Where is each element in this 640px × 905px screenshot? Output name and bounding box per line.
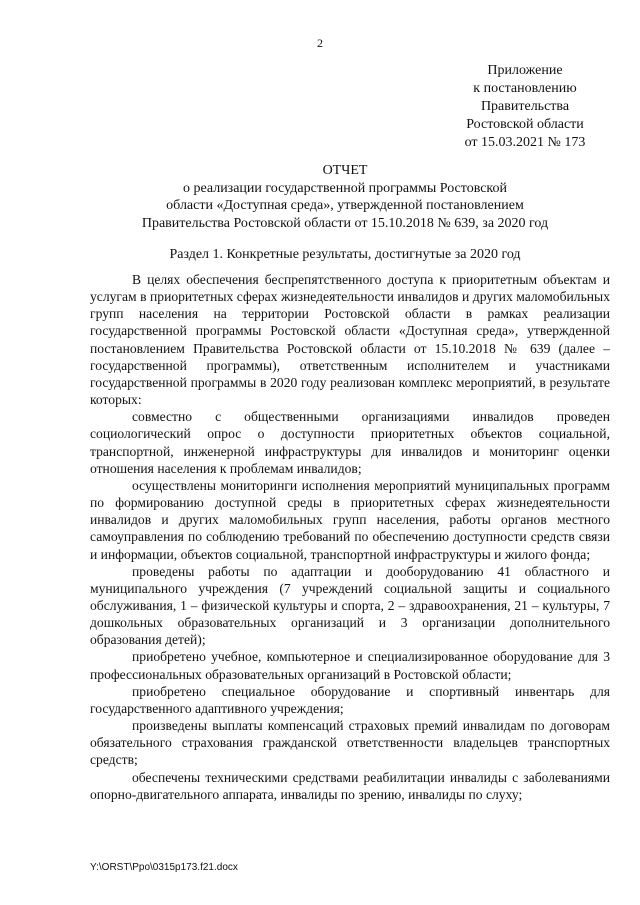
page-number: 2 bbox=[317, 36, 323, 50]
section-heading: Раздел 1. Конкретные результаты, достигнутые за 2020 год bbox=[169, 247, 521, 262]
paragraph: произведены выплаты компенсаций страховых премий инвалидам по договорам обязательного страхования гражданской ответственности владельцев транспортных средств; bbox=[90, 718, 610, 768]
paragraph: осуществлены мониторинги исполнения мероприятий муниципальных программ по формированию доступной среды в приоритетных сферах жизнедеятельности инвалидов и других маломобильных групп населения, работы органов местного самоуправления по соблюдению требований по обеспечению доступности средств связи и информации, объектов социальной, транспортной инфраструктуры и жилого фонда; bbox=[90, 477, 610, 562]
appendix-block bbox=[440, 62, 610, 152]
paragraph: проведены работы по адаптации и дооборудованию 41 областного и муниципального учреждения (7 учреждений социальной защиты и социального обслуживания, 1 – физической культуры и спорта, 2 – здравоохранения, 21 – культуры, 7 дошкольных образовательных организаций и 3 организации дополнительного образования детей); bbox=[90, 563, 610, 648]
paragraph: В целях обеспечения беспрепятственного доступа к приоритетным объектам и услугам в приоритетных сферах жизнедеятельности инвалидов и других маломобильных групп населения на территории Ростовской области в рамках реализации государственной программы Ростовской области «Доступная среда», утвержденной постановлением Правительства Ростовской области от 15.10.2018 № 639 (далее – государственной программы), ответственным исполнителем и участниками государственной программы в 2020 году реализован комплекс мероприятий, в результате которых: bbox=[90, 272, 610, 408]
report-subtitle-line: о реализации государственной программы Ростовской bbox=[182, 180, 508, 196]
report-title-block bbox=[90, 162, 600, 232]
report-subtitle-line: области «Доступная среда», утвержденной постановлением bbox=[166, 198, 524, 213]
body-text bbox=[90, 271, 610, 803]
file-path-footer: Y:\ORST\Ppo\0315p173.f21.docx bbox=[90, 862, 238, 873]
paragraph: приобретено учебное, компьютерное и специализированное оборудование для 3 профессиональных образовательных организаций в Ростовской области; bbox=[90, 649, 610, 682]
paragraph: приобретено специальное оборудование и спортивный инвентарь для государственного адаптивного учреждения; bbox=[90, 683, 610, 716]
appendix-line: Ростовской области bbox=[466, 117, 584, 132]
report-subtitle-line: Правительства Ростовской области от 15.10.2018 № 639, за 2020 год bbox=[141, 215, 549, 231]
appendix-line: Правительства bbox=[480, 99, 570, 114]
appendix-line: Приложение bbox=[487, 63, 563, 78]
report-title: ОТЧЕТ bbox=[322, 163, 368, 178]
paragraph: совместно с общественными организациями инвалидов проведен социологический опрос о доступности приоритетных объектов социальной, транспортной, инженерной инфраструктуры для инвалидов и мониторинг оценки отношения населения к проблемам инвалидов; bbox=[90, 409, 610, 476]
appendix-line: от 15.03.2021 № 173 bbox=[464, 135, 586, 150]
paragraph: обеспечены техническими средствами реабилитации инвалиды с заболеваниями опорно-двигательного аппарата, инвалиды по зрению, инвалиды по слуху; bbox=[90, 769, 610, 802]
appendix-line: к постановлению bbox=[473, 81, 577, 96]
